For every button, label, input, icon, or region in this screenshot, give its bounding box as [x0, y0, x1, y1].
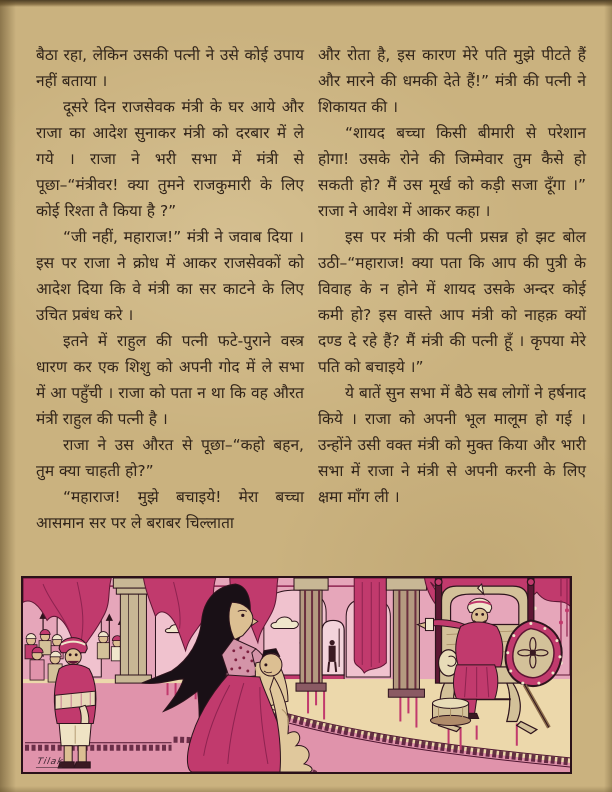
text-column-left — [36, 42, 304, 536]
paragraph: “जी नहीं, महाराज!” मंत्री ने जवाब दिया । इस पर राजा ने क्रोध में आकर राजसेवकों को आदेश दिया कि वे मंत्री का सर काटने के लिए उचित प्रबंध करे । — [36, 228, 304, 324]
paragraph: और रोता है, इस कारण मेरे पति मुझे पीटते हैं और मारने की धमकी देते हैं!” मंत्री की पत्नी ने शिकायत की । — [318, 46, 586, 116]
page-edge-right — [604, 0, 612, 792]
court-scene-drawing — [23, 578, 570, 772]
paragraph: ये बातें सुन सभा में बैठे सब लोगों ने हर्षनाद किये । राजा को अपनी भूल मालूम हो गई । उन्होंने उसी वक्त मंत्री को मुक्त किया और भारी सभा में राजा ने मंत्री से अपनी करनी के लिए क्षमा माँग ली । — [318, 384, 586, 506]
paragraph: बैठा रहा, लेकिन उसकी पत्नी ने उसे कोई उपाय नहीं बताया । — [36, 46, 304, 90]
story-illustration — [21, 576, 572, 774]
paragraph: “महाराज! मुझे बचाइये! मेरा बच्चा आसमान सर पर ले बराबर चिल्लाता — [36, 488, 304, 532]
text-column-right — [318, 42, 586, 510]
paragraph: राजा ने उस औरत से पूछा–“कहो बहन, तुम क्या चाहती हो?” — [36, 436, 304, 480]
footstool — [430, 698, 470, 725]
page-edge-bottom — [0, 786, 612, 792]
paragraph: “शायद बच्चा किसी बीमारी से परेशान होगा! उसके रोने की जिम्मेवार तुम कैसे हो सकती हो? मैं उस मूर्ख को कड़ी सजा दूँगा ।” राजा ने आवेश में आकर कहा । — [318, 124, 586, 220]
page-edge-left — [0, 0, 16, 792]
artist-signature: Tilak — [36, 757, 65, 767]
doorway-sentry — [322, 620, 344, 675]
paragraph: इतने में राहुल की पत्नी फटे-पुराने वस्त्र धारण कर एक शिशु को अपनी गोद में ले सभा में आ पहुँची । राजा को पता न था कि वह औरत मंत्री राहुल की पत्नी है । — [36, 332, 304, 428]
page-edge-top — [0, 0, 612, 7]
paragraph: इस पर मंत्री की पत्नी प्रसन्न हो झट बोल उठी–“महाराज! क्या पता कि आप की पुत्री के विवाह के न होने में शायद उसके अन्दर कोई कमी हो? इस वास्ते आप मंत्री को नाहक़ क्यों दण्ड दे रहे हैं? मैं मंत्री की पत्नी हूँ । कृपया मेरे पति को बचाइये ।” — [318, 228, 586, 376]
paragraph: दूसरे दिन राजसेवक मंत्री के घर आये और राजा का आदेश सुनाकर मंत्री को दरबार में ले गये । राजा ने भरी सभा में मंत्री से पूछा–“मंत्रीवर! क्या तुमने राजकुमारी के लिए कोई रिश्ता तै किया है ?” — [36, 98, 304, 220]
